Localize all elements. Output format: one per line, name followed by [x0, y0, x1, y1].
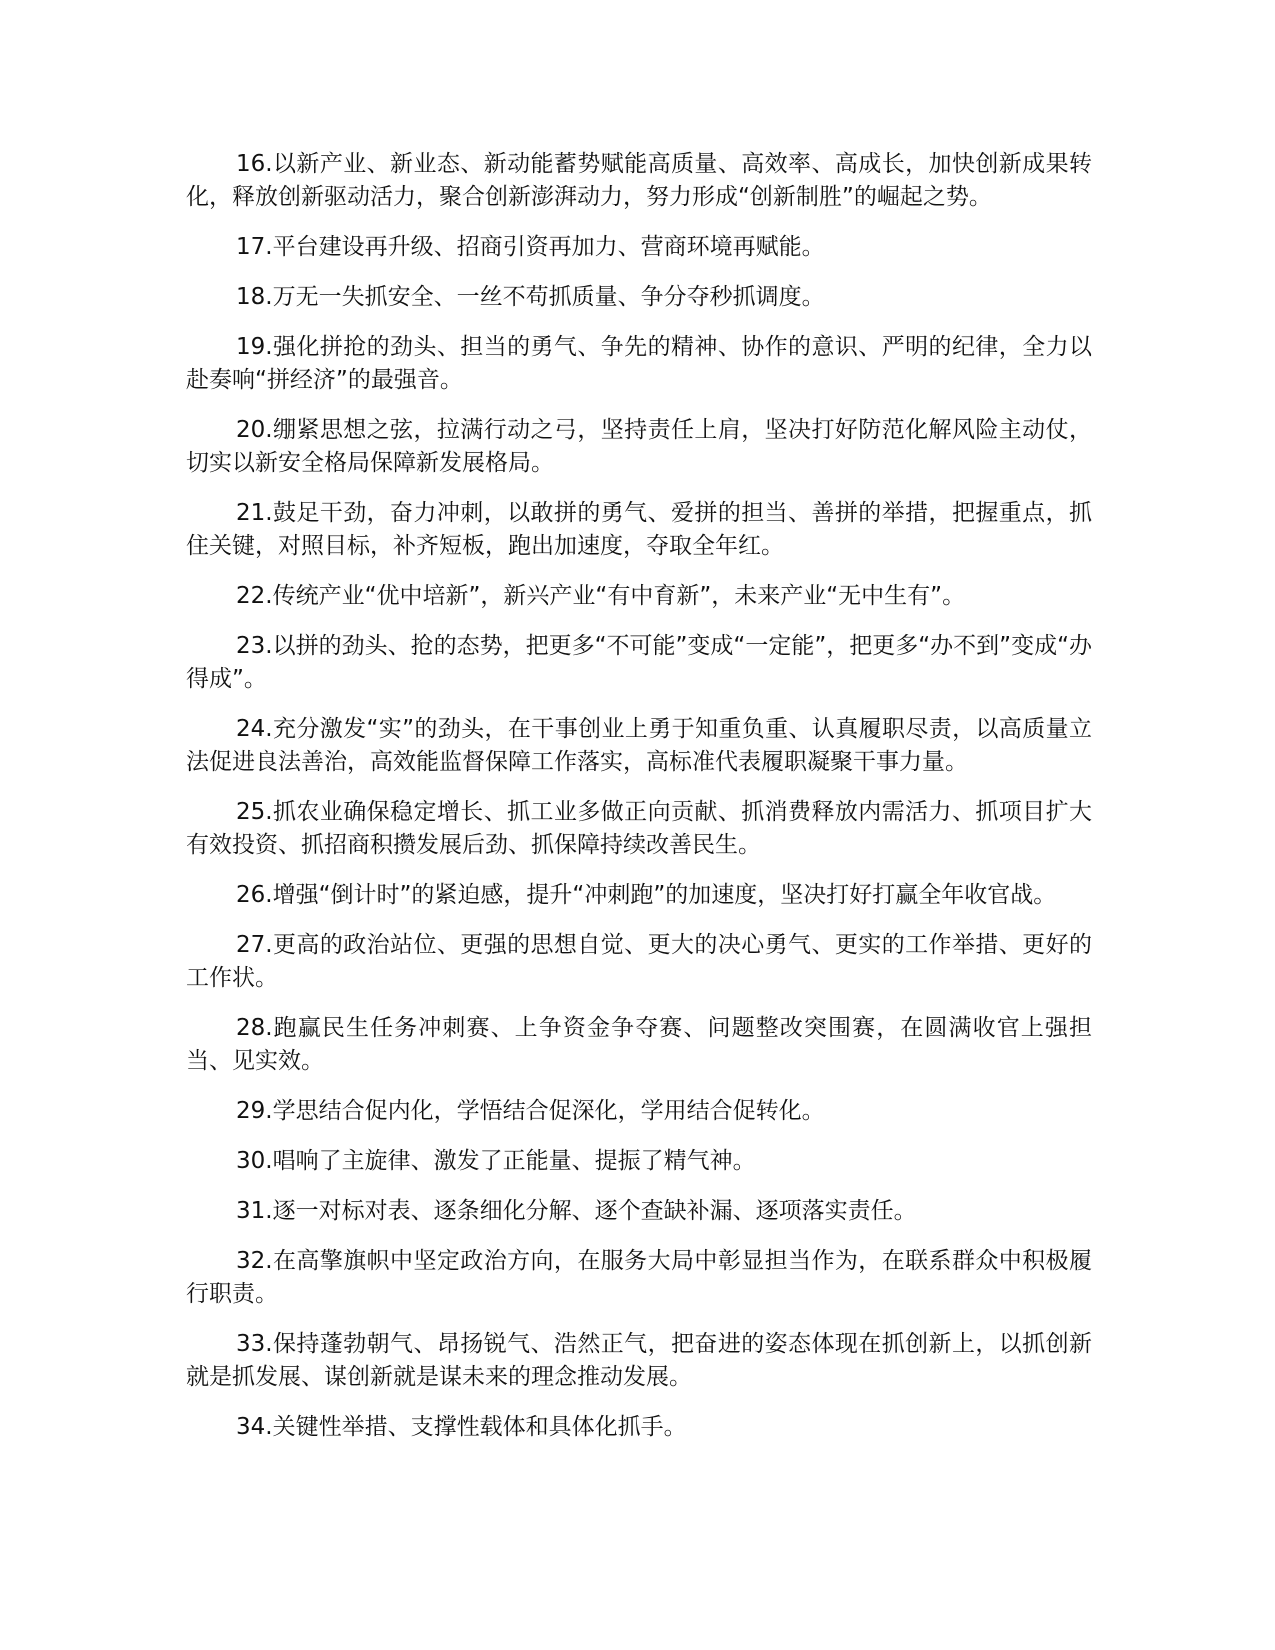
- paragraph-27: 27.更高的政治站位、更强的思想自觉、更大的决心勇气、更实的工作举措、更好的工作状。: [186, 932, 1092, 991]
- paragraph-16: 16.以新产业、新业态、新动能蓄势赋能高质量、高效率、高成长，加快创新成果转化，释放创新驱动活力，聚合创新澎湃动力，努力形成“创新制胜”的崛起之势。: [186, 151, 1092, 210]
- paragraph-34: 34.关键性举措、支撑性载体和具体化抓手。: [236, 1414, 687, 1440]
- paragraph-31: 31.逐一对标对表、逐条细化分解、逐个查缺补漏、逐项落实责任。: [236, 1198, 917, 1224]
- paragraph-18: 18.万无一失抓安全、一丝不苟抓质量、争分夺秒抓调度。: [236, 284, 825, 310]
- paragraph-19: 19.强化拼抢的劲头、担当的勇气、争先的精神、协作的意识、严明的纪律，全力以赴奏响“拼经济”的最强音。: [186, 334, 1092, 393]
- paragraph-26: 26.增强“倒计时”的紧迫感，提升“冲刺跑”的加速度，坚决打好打赢全年收官战。: [236, 882, 1057, 908]
- paragraph-22: 22.传统产业“优中培新”，新兴产业“有中育新”，未来产业“无中生有”。: [236, 583, 966, 609]
- paragraph-28: 28.跑赢民生任务冲刺赛、上争资金争夺赛、问题整改突围赛，在圆满收官上强担当、见实效。: [186, 1015, 1092, 1074]
- document-body: [186, 148, 1092, 1461]
- paragraph-24: 24.充分激发“实”的劲头，在干事创业上勇于知重负重、认真履职尽责，以高质量立法促进良法善治，高效能监督保障工作落实，高标准代表履职凝聚干事力量。: [186, 716, 1092, 775]
- paragraph-21: 21.鼓足干劲，奋力冲刺，以敢拼的勇气、爱拼的担当、善拼的举措，把握重点，抓住关键，对照目标，补齐短板，跑出加速度，夺取全年红。: [186, 500, 1092, 559]
- paragraph-30: 30.唱响了主旋律、激发了正能量、提振了精气神。: [236, 1148, 756, 1174]
- paragraph-17: 17.平台建设再升级、招商引资再加力、营商环境再赋能。: [236, 234, 825, 260]
- paragraph-33: 33.保持蓬勃朝气、昂扬锐气、浩然正气，把奋进的姿态体现在抓创新上，以抓创新就是抓发展、谋创新就是谋未来的理念推动发展。: [186, 1331, 1092, 1390]
- paragraph-29: 29.学思结合促内化，学悟结合促深化，学用结合促转化。: [236, 1098, 825, 1124]
- paragraph-25: 25.抓农业确保稳定增长、抓工业多做正向贡献、抓消费释放内需活力、抓项目扩大有效投资、抓招商积攒发展后劲、抓保障持续改善民生。: [186, 799, 1092, 858]
- paragraph-32: 32.在高擎旗帜中坚定政治方向，在服务大局中彰显担当作为，在联系群众中积极履行职责。: [186, 1248, 1092, 1307]
- paragraph-20: 20.绷紧思想之弦，拉满行动之弓，坚持责任上肩，坚决打好防范化解风险主动仗，切实以新安全格局保障新发展格局。: [186, 417, 1092, 476]
- paragraph-23: 23.以拼的劲头、抢的态势，把更多“不可能”变成“一定能”，把更多“办不到”变成“办得成”。: [186, 633, 1092, 692]
